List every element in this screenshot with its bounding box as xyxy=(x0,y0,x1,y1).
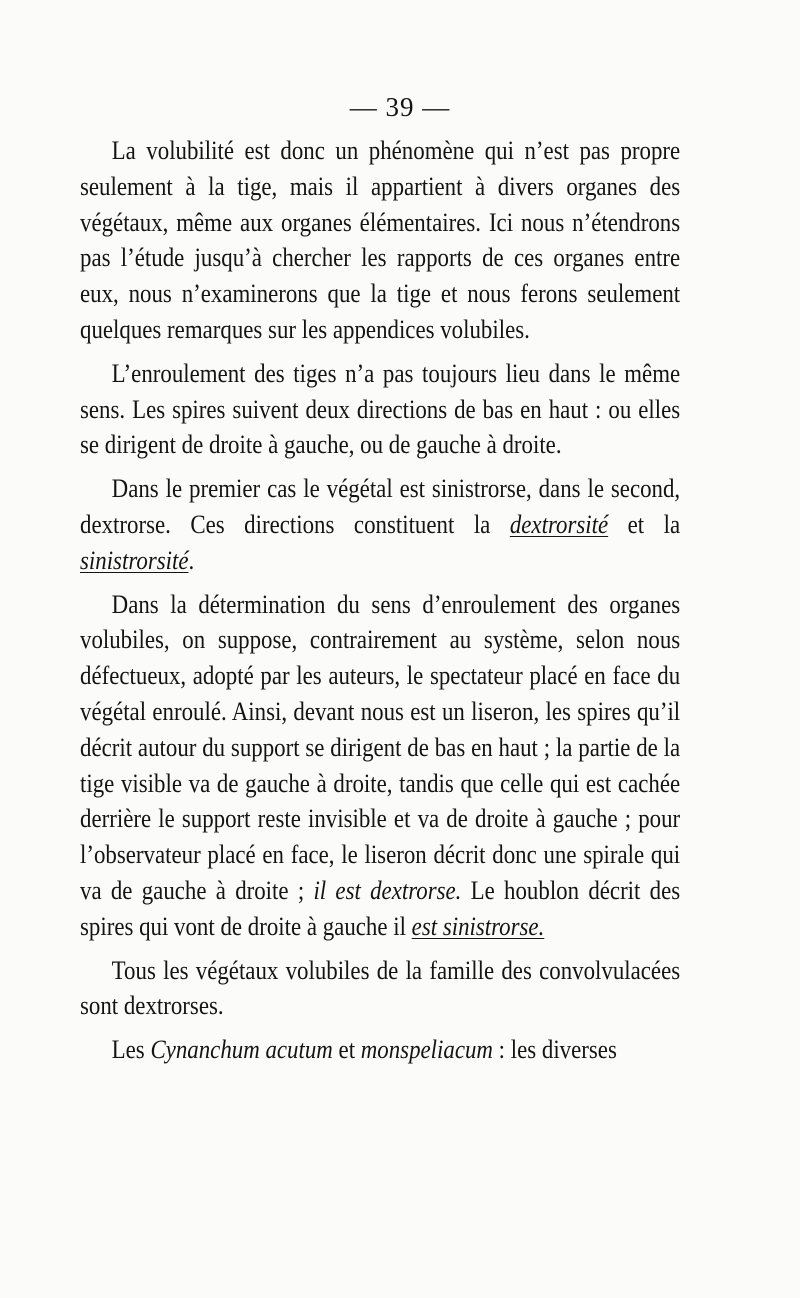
paragraph-cynanchum-text-2: et xyxy=(332,1035,361,1065)
paragraph-directions-text-3: . xyxy=(188,545,195,575)
taxon-monspeliacum: monspeliacum xyxy=(360,1035,493,1065)
paragraph-directions xyxy=(80,471,680,578)
term-sinistrorsite: sinistrorsité xyxy=(80,545,189,575)
paragraph-directions-text-2: et la xyxy=(608,509,681,539)
paragraph-determination xyxy=(80,587,680,945)
paragraph-convolvulacees: Tous les végétaux volubiles de la famille des convolvulacées sont dextrorses. xyxy=(80,955,681,1021)
paragraph-determination-text-1: Dans la détermination du sens d’enroulement des organes volubiles, on suppose, contrairement au système, selon nous défectueux, adopté par les auteurs, le spectateur placé en face du végétal enroulé. Ainsi, devant nous est un liseron, les spires qu’il décrit autour du support se dirigent de bas en haut ; la partie de la tige visible va de gauche à droite, tandis que celle qui est cachée derrière le support reste invisible et va de droite à gauche ; pour l’observateur placé en face, le liseron décrit donc une spirale qui va de gauche à droite ; xyxy=(80,589,681,905)
taxon-cynanchum-acutum: Cynanchum acutum xyxy=(150,1035,333,1065)
phrase-il-est-dextrorse: il est dextrorse. xyxy=(313,875,462,905)
paragraph-determination-text-2: Le houblon décrit des spires qui vont de droite à gauche il xyxy=(80,875,681,941)
page-number: — 39 — xyxy=(349,92,451,122)
paragraph-cynanchum xyxy=(80,1032,680,1068)
paragraph-directions-text-1: Dans le premier cas le végétal est sinistrorse, dans le second, dextrorse. Ces directions constituent la xyxy=(80,474,681,539)
paragraph-cynanchum-text-1: Les xyxy=(111,1035,151,1065)
paragraph-volubility: La volubilité est donc un phénomène qui n’est pas propre seulement à la tige, mais il appartient à divers organes des végétaux, même aux organes élémentaires. Ici nous n’étendrons pas l’étude jusqu’à chercher les rapports de ces organes entre eux, nous n’examinerons que la tige et nous ferons seulement quelques remarques sur les appendices volubiles. xyxy=(80,136,681,344)
term-dextrorsite: dextrorsité xyxy=(509,509,609,539)
paragraph-cynanchum-text-3: : les diverses xyxy=(492,1035,617,1065)
paragraph-enroulement: L’enroulement des tiges n’a pas toujours lieu dans le même sens. Les spires suivent deux directions de bas en haut : ou elles se dirigent de droite à gauche, ou de gauche à droite. xyxy=(80,358,681,460)
phrase-est-sinistrorse: est sinistrorse. xyxy=(411,911,545,941)
body-text xyxy=(80,133,681,1068)
